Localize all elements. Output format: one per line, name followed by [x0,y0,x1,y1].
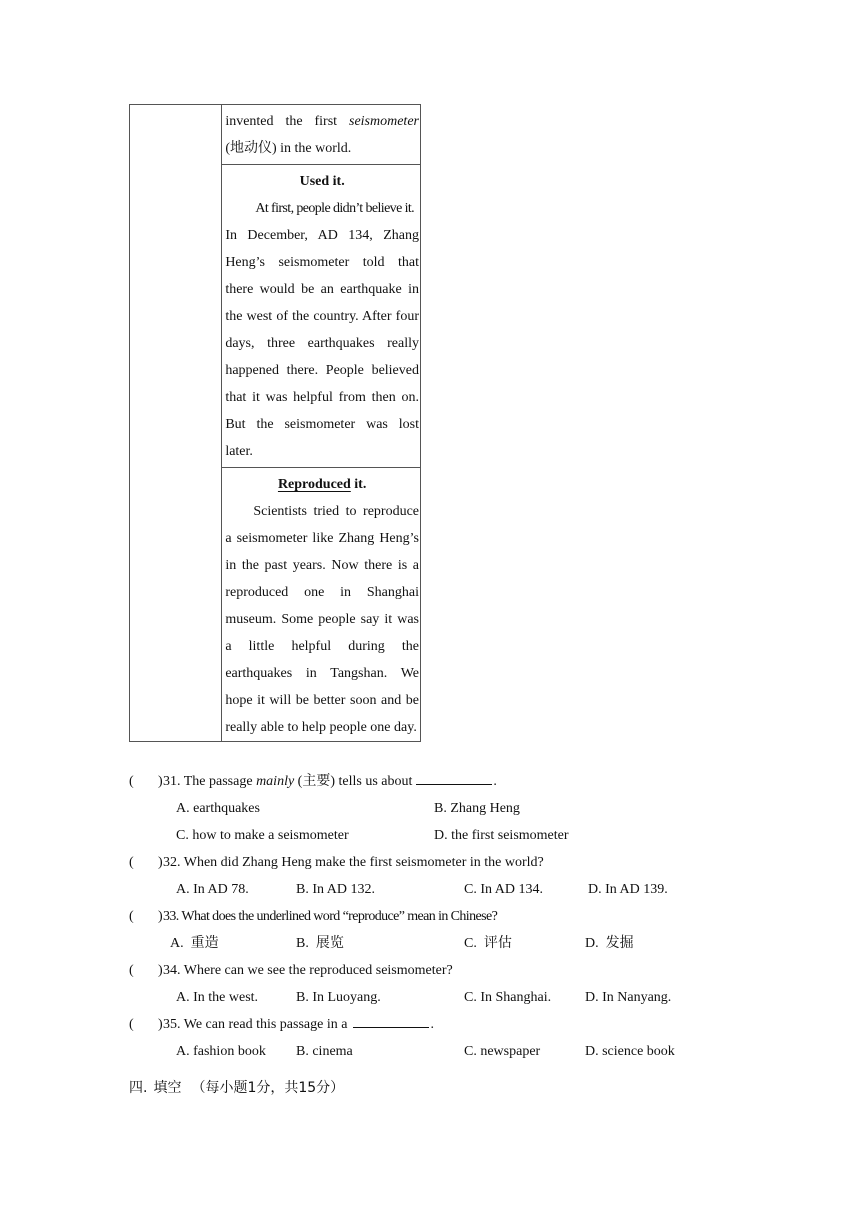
answer-paren-left: ( [129,1017,134,1032]
table-row [130,105,421,165]
question-31-options-row-1 [129,795,729,822]
question-32-options [129,876,729,903]
answer-paren-right: ) [158,855,163,870]
answer-paren-left: ( [129,774,134,789]
answer-paren-left: ( [129,909,134,924]
answer-paren-left: ( [129,963,134,978]
cell2-para2: In December, AD 134, Zhang Heng’s seismometer told that there would be an earthquake in the west of the country. After four days, three earthquakes really happened there. People believed that it was helpful from then on. But the seismometer was lost later. [225,228,419,459]
question-stem [163,768,497,795]
passage-table [129,104,421,742]
stem-text-after: (主要) tells us about [294,774,413,789]
reproduced-underlined-word: Reproduced [277,477,351,492]
answer-blank [416,768,492,785]
stem-end: . [493,774,497,789]
stem-text: 35. We can read this passage in a [163,1017,348,1032]
answer-paren-right: ) [158,1017,163,1032]
table-cell-used-it [222,165,421,468]
cell3-heading [225,471,419,498]
option-c: C. newspaper [464,1044,541,1059]
question-31 [129,768,729,795]
question-stem [163,1011,434,1038]
cell1-line2: (地动仪) in the world. [225,141,352,156]
option-a: A. 重造 [170,936,219,951]
option-d: D. In AD 139. [588,882,668,897]
option-a: A. earthquakes [176,801,260,816]
question-34 [129,957,729,984]
cell1-line1-text: invented the first [225,114,349,129]
table-cell-reproduced-it [222,468,421,742]
question-stem: 34. Where can we see the reproduced seismometer? [163,963,453,978]
option-a: A. In AD 78. [176,882,249,897]
option-d: D. science book [585,1044,675,1059]
section-number: 四. [129,1080,148,1096]
question-34-options [129,984,729,1011]
answer-paren-right: ) [158,909,163,924]
section-heading [129,1075,344,1102]
option-c: C. In Shanghai. [464,990,552,1005]
cell3-heading-rest: it. [350,477,367,492]
stem-end: . [430,1017,434,1032]
answer-paren-left: ( [129,855,134,870]
option-d: D. the first seismometer [434,828,569,843]
table-cell-invented [222,105,421,165]
option-b: B. cinema [296,1044,353,1059]
option-b: B. In AD 132. [296,882,375,897]
option-c: C. In AD 134. [464,882,543,897]
option-d: D. 发掘 [585,936,634,951]
option-c: C. how to make a seismometer [176,828,349,843]
cell2-para1: At first, people didn’t believe it. [255,201,415,216]
answer-blank [353,1011,429,1028]
question-33 [129,903,729,930]
cell3-para: Scientists tried to reproduce a seismometer like Zhang Heng’s in the past years. Now there is a reproduced one in Shanghai museum. Some people say it was a little helpful during the earthquakes in Tangshan. We hope it will be better soon and be really able to help people one day. [225,504,419,735]
option-c: C. 评估 [464,936,512,951]
stem-text: 31. The passage [163,774,257,789]
question-35-options [129,1038,729,1065]
question-list [129,768,729,1065]
answer-paren-right: ) [158,963,163,978]
question-35 [129,1011,729,1038]
question-33-options [129,930,729,957]
question-32 [129,849,729,876]
option-a: A. fashion book [176,1044,266,1059]
cell2-heading: Used it. [299,174,345,189]
question-stem: 33. What does the underlined word “reproduce” mean in Chinese? [163,909,498,924]
option-b: B. 展览 [296,936,344,951]
section-title: 填空 [153,1080,182,1096]
option-b: B. In Luoyang. [296,990,381,1005]
question-stem: 32. When did Zhang Heng make the first seismometer in the world? [163,855,544,870]
table-left-cell [130,105,222,742]
cell1-seismometer-term: seismometer [349,114,419,129]
option-a: A. In the west. [176,990,259,1005]
answer-paren-right: ) [158,774,163,789]
section-scoring-note: （每小题1分，共15分） [191,1080,345,1096]
question-31-options-row-2 [129,822,729,849]
stem-emphasis: mainly [256,774,295,789]
option-d: D. In Nanyang. [585,990,672,1005]
option-b: B. Zhang Heng [434,801,520,816]
